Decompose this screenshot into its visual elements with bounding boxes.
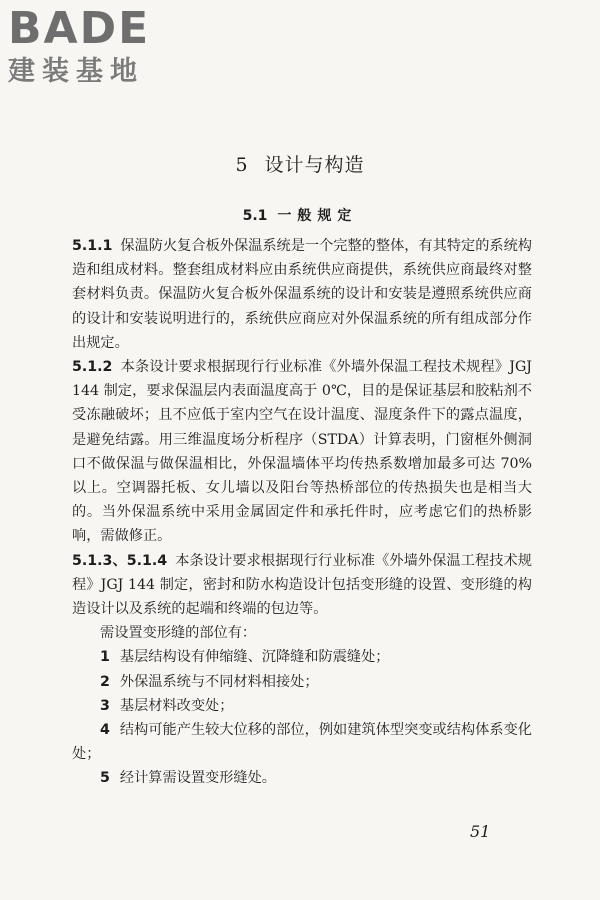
list-item-number: 4: [100, 722, 110, 739]
clause-text: 本条设计要求根据现行行业标准《外墙外保温工程技术规程》JGJ 144 制定，密封和防水构造设计包括变形缝的设置、变形缝的构造设计以及系统的起端和终端的包边等。: [72, 552, 532, 618]
list-item-number: 2: [100, 673, 110, 690]
list-item-number: 1: [100, 649, 110, 666]
chapter-title: [0, 150, 600, 177]
watermark-logo: [8, 3, 183, 90]
logo-chinese-text: 建装基地: [8, 56, 144, 87]
list-item-text: 结构可能产生较大位移的部位，例如建筑体型突变或结构体系变化处；: [72, 722, 532, 763]
section-title-text: 一般规定: [277, 208, 358, 224]
clause-number: 5.1.2: [72, 359, 113, 376]
section-number: 5.1: [242, 208, 268, 224]
list-item: [72, 645, 532, 669]
list-item: [72, 766, 532, 790]
list-item-text: 基层结构设有伸缩缝、沉降缝和防震缝处；: [119, 649, 390, 666]
list-item: [72, 694, 532, 718]
body-content: [72, 234, 532, 791]
clause-number: 5.1.3、5.1.4: [72, 552, 168, 569]
list-item-number: 3: [100, 697, 110, 714]
clause-text: 保温防火复合板外保温系统是一个完整的整体，有其特定的系统构造和组成材料。整套组成材料应由系统供应商提供，系统供应商最终对整套材料负责。保温防火复合板外保温系统的设计和安装是遵照系统供应商的设计和安装说明进行的，系统供应商应对外保温系统的所有组成部分作出规定。: [72, 238, 532, 351]
list-item-text: 经计算需设置变形缝处。: [119, 770, 276, 787]
clause-text: 本条设计要求根据现行行业标准《外墙外保温工程技术规程》JGJ 144 制定，要求保温层内表面温度高于 0℃，目的是保证基层和胶粘剂不受冻融破坏；且不应低于室内空气在设计温度、湿度条件下的露点温度，是避免结露。用三维温度场分析程序（STDA）计算表明，门窗框外侧洞口不做保温与做保温相比，外保温墙体平均传热系数增加最多可达 70% 以上。空调器托板、女儿墙以及阳台等热桥部位的传热损失也是相当大的。当外保温系统中采用金属固定件和承托件时，应考虑它们的热桥影响，需做修正。: [72, 359, 532, 545]
clause-number: 5.1.1: [72, 238, 113, 254]
logo-wordmark: BADE: [8, 3, 151, 54]
section-title: [0, 205, 600, 225]
clause-paragraph: [72, 355, 532, 549]
list-item: [72, 718, 532, 766]
chapter-number: 5: [235, 154, 249, 176]
page-number: 51: [470, 822, 491, 841]
clause-paragraph: [72, 549, 532, 622]
list-item-text: 基层材料改变处；: [119, 697, 234, 714]
list-item-number: 5: [100, 770, 110, 787]
clause-paragraph: [72, 234, 532, 355]
chapter-title-text: 设计与构造: [264, 154, 365, 176]
list-item: [72, 670, 532, 694]
list-item-text: 外保温系统与不同材料相接处；: [119, 673, 319, 690]
list-intro: 需设置变形缝的部位有：: [100, 625, 257, 642]
